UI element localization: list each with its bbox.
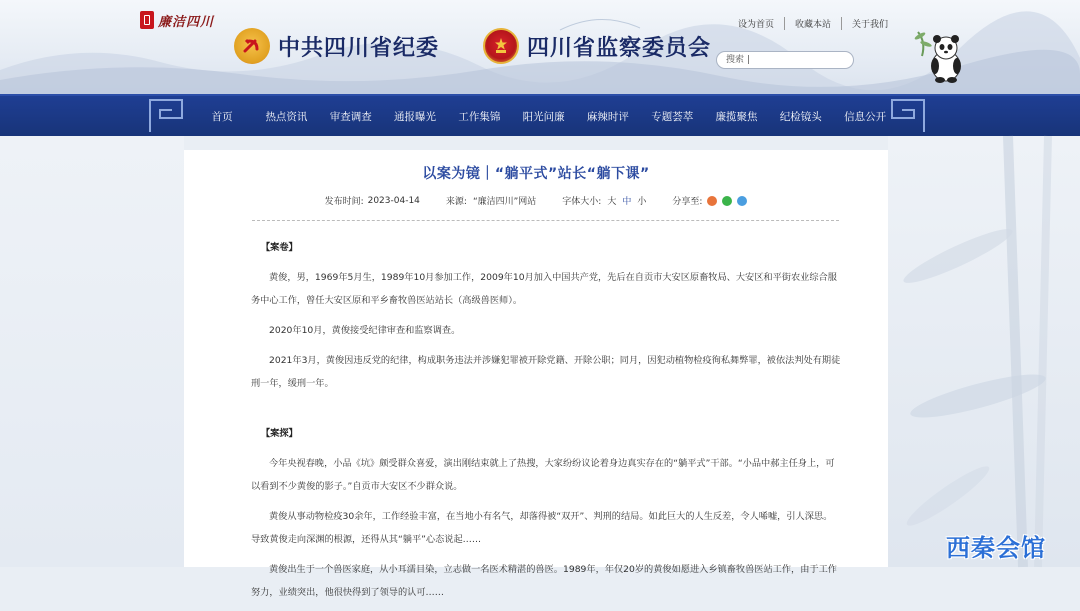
set-homepage-link[interactable]: 设为首页 (738, 20, 775, 30)
font-size-small-button[interactable]: 小 (637, 197, 647, 207)
nav-item-sunshine-qa[interactable]: 阳光问廉 (522, 110, 565, 123)
nav-item-lens[interactable]: 纪检镜头 (779, 110, 822, 123)
meta-divider (252, 220, 839, 221)
site-logo[interactable] (140, 10, 214, 30)
publish-date: 2023-04-14 (367, 195, 420, 206)
paragraph: 2021年3月，黄俊因违反党的纪律，构成职务违法并涉嫌犯罪被开除党籍、开除公职；同月，因犯动植物检疫徇私舞弊罪，被依法判处有期徒刑一年，缓刑一年。 (251, 355, 841, 389)
publish-label: 发布时间: (324, 197, 364, 207)
source-value: “廉洁四川”网站 (472, 197, 537, 207)
section-gap (251, 402, 841, 422)
nav-item-investigation[interactable]: 审查调查 (329, 110, 372, 123)
site-header (0, 0, 1080, 94)
about-us-link[interactable]: 关于我们 (841, 17, 898, 30)
nav-items (190, 96, 897, 136)
org1-name: 中共四川省纪委 (278, 35, 440, 61)
watermark-logo: 西秦会馆 (946, 534, 1046, 562)
share-label: 分享至: (672, 197, 703, 207)
org2-name: 四川省监察委员会 (527, 35, 712, 61)
nav-item-focus[interactable]: 廉揽聚焦 (715, 110, 758, 123)
source-label: 来源: (445, 197, 467, 207)
section-heading-case-file: 【案卷】 (261, 242, 298, 253)
weibo-icon[interactable] (707, 196, 717, 206)
site-logo-text: 廉洁四川 (158, 14, 215, 30)
right-background (888, 136, 1080, 567)
qq-icon[interactable] (737, 196, 747, 206)
left-background (0, 136, 184, 567)
font-size-large-button[interactable]: 大 (607, 197, 617, 207)
paragraph: 黄俊，男，1969年5月生，1989年10月参加工作，2009年10月加入中国共产党，先后在自贡市大安区原畜牧局、大安区和平街农业综合服务中心工作，曾任大安区原和平乡畜牧兽医站站长（高级兽医师）。 (251, 272, 837, 306)
main-nav (0, 94, 1080, 136)
publish-time (325, 194, 420, 207)
nav-item-home[interactable]: 首页 (211, 110, 233, 123)
article-title: 以案为镜｜“躺平式”站长“躺下课” (422, 166, 650, 182)
font-size-medium-button[interactable]: 中 (622, 197, 632, 207)
font-size-control (562, 194, 646, 207)
paragraph: 黄俊出生于一个兽医家庭，从小耳濡目染，立志做一名医术精湛的兽医。1989年，年仅20岁的黄俊如愿进入乡镇畜牧兽医站工作，由于工作努力，业绩突出，他很快得到了领导的认可…… (251, 564, 837, 598)
bamboo-ink-decoration (888, 136, 1080, 567)
article-body (251, 236, 841, 611)
national-emblem-icon (483, 28, 519, 64)
bookmark-link[interactable]: 收藏本站 (784, 17, 841, 30)
org-supervision (483, 28, 711, 64)
article-meta (184, 194, 888, 207)
nav-item-commentary[interactable]: 麻辣时评 (586, 110, 629, 123)
org-cpc-discipline (234, 28, 439, 64)
nav-item-hot-news[interactable]: 热点资讯 (265, 110, 308, 123)
source (446, 194, 536, 207)
paragraph: 今年央视春晚，小品《坑》颇受群众喜爱，演出刚结束就上了热搜，大家纷纷议论着身边真实存在的“躺平式”干部。“小品中郝主任身上，可以看到不少黄俊的影子。”自贡市大安区不少群众说。 (251, 458, 835, 492)
nav-item-work-highlights[interactable]: 工作集锦 (458, 110, 501, 123)
nav-item-topics[interactable]: 专题荟萃 (651, 110, 694, 123)
search-input[interactable]: 搜索 | (716, 51, 854, 69)
panda-bamboo-icon (912, 22, 976, 86)
party-emblem-icon (234, 28, 270, 64)
nav-frame-left-decoration (146, 96, 186, 136)
top-links (738, 17, 898, 30)
share (672, 194, 747, 207)
article-panel (184, 150, 888, 598)
paragraph: 黄俊从事动物检疫30余年，工作经验丰富，在当地小有名气，却落得被“双开”、判刑的结局。如此巨大的人生反差，令人唏嘘，引人深思。导致黄俊走向深渊的根源，还得从其“躺平”心态说起…… (251, 511, 833, 545)
paragraph: 2020年10月，黄俊接受纪律审查和监察调查。 (269, 325, 461, 336)
wechat-icon[interactable] (722, 196, 732, 206)
nav-item-disclosure[interactable]: 信息公开 (844, 110, 887, 123)
seal-icon (140, 11, 154, 29)
section-heading-case-probe: 【案探】 (261, 428, 298, 439)
nav-item-exposure[interactable]: 通报曝光 (394, 110, 437, 123)
font-size-label: 字体大小: (562, 197, 602, 207)
